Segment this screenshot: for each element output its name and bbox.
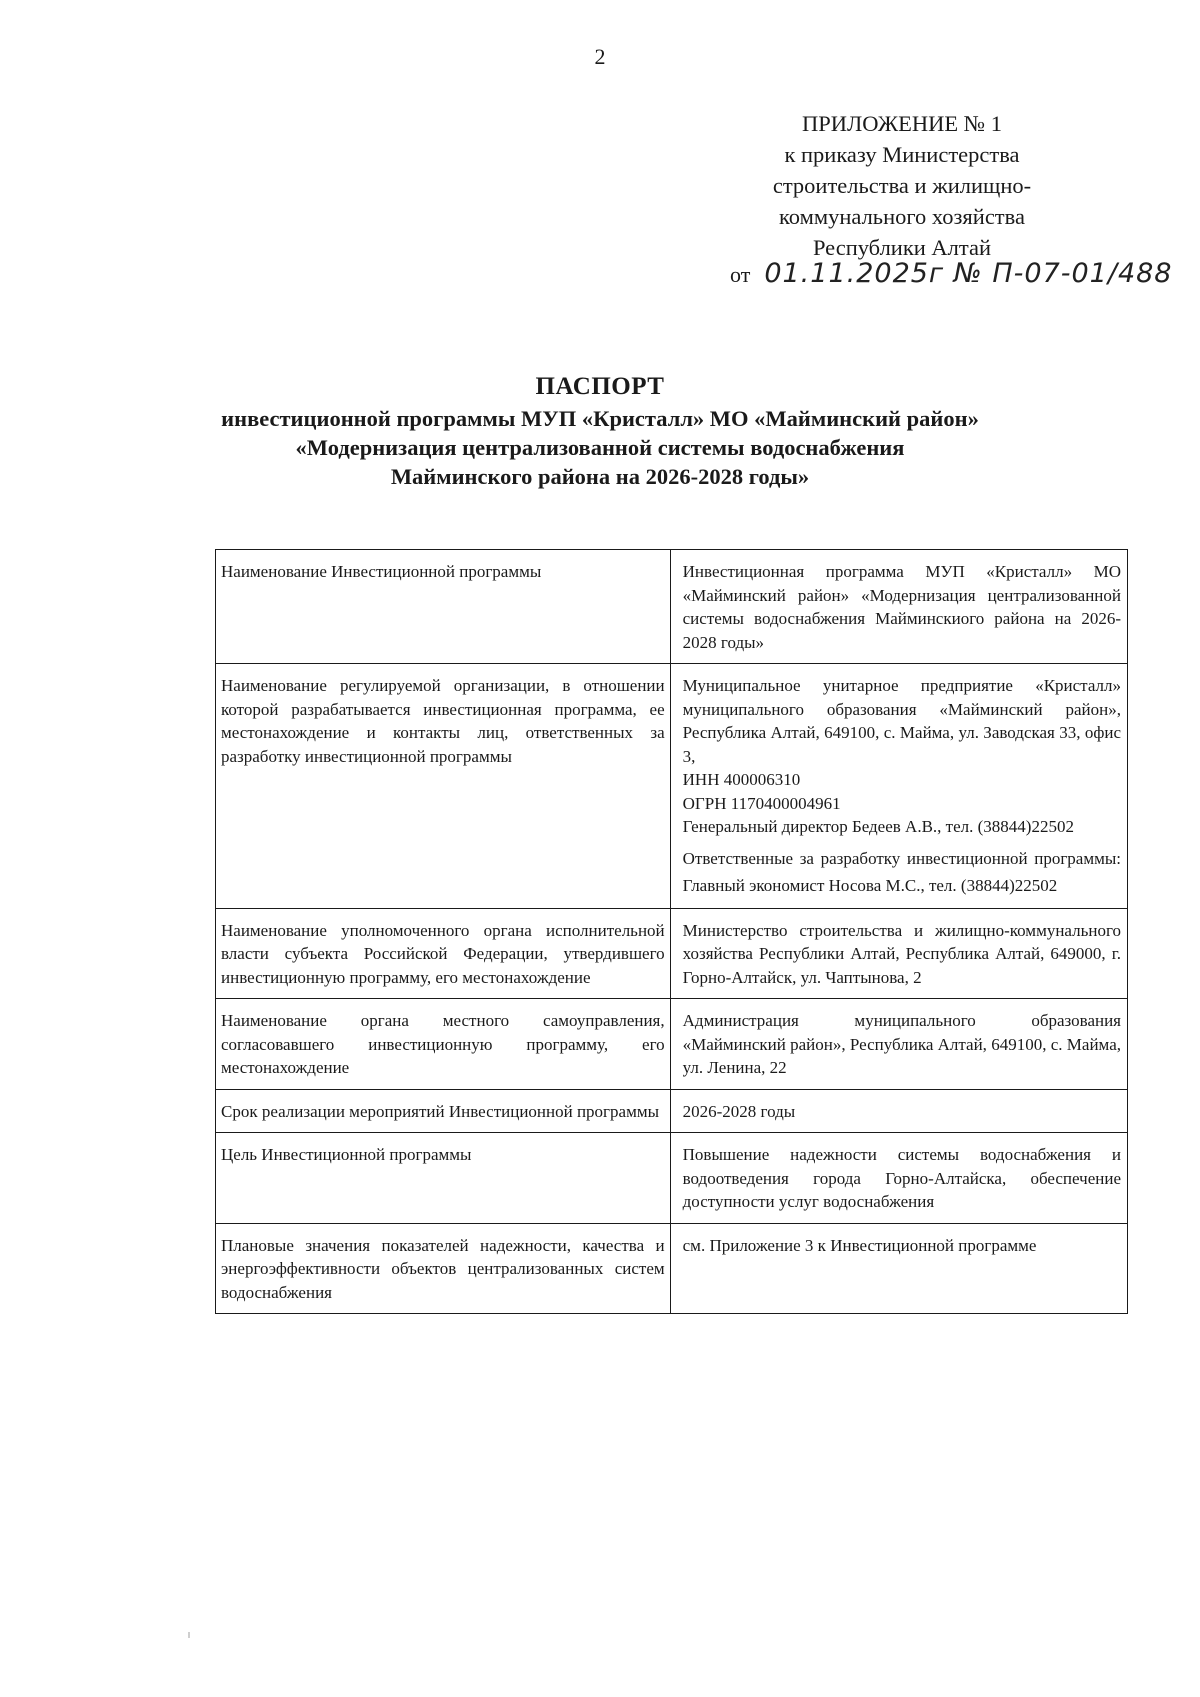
table-row [216,1223,1128,1314]
title-line: инвестиционной программы МУП «Кристалл» МО «Майминский район» [221,406,979,431]
table-row [216,550,1128,664]
row-label: Наименование органа местного самоуправления, согласовавшего инвестиционную программу, его местонахождение [216,999,671,1090]
row-value [670,550,1127,664]
row-label: Наименование Инвестиционной программы [216,550,671,664]
row-label: Цель Инвестиционной программы [216,1133,671,1224]
row-value-text: Муниципальное унитарное предприятие «Кристалл» муниципального образования «Майминский район», Республика Алтай, 649100, с. Майма, ул. Заводская 33, офис 3, [682,676,1121,766]
responsible-persons: Ответственные за разработку инвестиционной программы: Главный экономист Носова М.С., тел. (38844)22502 [682,848,1121,895]
title-main: ПАСПОРТ [535,373,665,400]
row-value-text: Инвестиционная программа МУП «Кристалл» МО «Майминский район» «Модернизация централизованной системы водоснабжения Майминскиого района на 2026-2028 годы» [682,562,1121,652]
row-value-text: 2026-2028 годы [682,1101,796,1121]
row-label: Срок реализации мероприятий Инвестиционной программы [216,1089,671,1133]
row-label: Плановые значения показателей надежности, качества и энергоэффективности объектов централизованных систем водоснабжения [216,1223,671,1314]
row-value-text: ОГРН 1170400004961 [682,793,841,813]
title-line: «Модернизация централизованной системы водоснабжения [295,435,905,460]
row-value [670,664,1127,909]
row-value [670,1089,1127,1133]
row-value-text: Повышение надежности системы водоснабжения и водоотведения города Горно-Алтайска, обеспечение доступности услуг водоснабжения [682,1145,1121,1211]
row-label: Наименование регулируемой организации, в отношении которой разрабатывается инвестиционная программа, ее местонахождение и контакты лиц, ответственных за разработку инвестиционной программы [216,664,671,909]
passport-table [215,549,1128,1314]
row-value [670,908,1127,999]
title-line: Майминского района на 2026-2028 годы» [390,464,810,489]
handwritten-order-number: 01.11.2025г № П-07-01/488 [764,258,1173,289]
table-row [216,1133,1128,1224]
table-row [216,664,1128,909]
row-label: Наименование уполномоченного органа исполнительной власти субъекта Российской Федерации, утвердившего инвестиционную программу, его местонахождение [216,908,671,999]
appendix-title: ПРИЛОЖЕНИЕ № 1 [801,111,1003,136]
order-prefix: от [730,262,751,287]
appendix-line: коммунального хозяйства [779,204,1025,229]
page-number: 2 [594,44,606,69]
table-row [216,1089,1128,1133]
order-date-line [730,258,1173,289]
appendix-line: к приказу Министерства [784,142,1020,167]
table-row [216,999,1128,1090]
row-value-text: см. Приложение 3 к Инвестиционной программе [682,1235,1037,1255]
row-value-text: Министерство строительства и жилищно-коммунального хозяйства Республики Алтай, Республика Алтай, 649000, г. Горно-Алтайск, ул. Чаптынова, 2 [682,920,1121,987]
row-value-text: ИНН 400006310 [682,770,801,789]
scan-artifact [188,1632,190,1638]
table-row [216,908,1128,999]
row-value [670,1223,1127,1314]
row-value-text: Администрация муниципального образования «Майминский район», Республика Алтай, 649100, с. Майма, ул. Ленина, 22 [682,1011,1121,1077]
document-title [100,370,1100,491]
appendix-line: Республики Алтай [812,235,992,260]
row-value [670,1133,1127,1224]
appendix-header [722,108,1082,263]
row-value-text: Генеральный директор Бедеев А.В., тел. (38844)22502 [682,817,1074,836]
row-value [670,999,1127,1090]
appendix-line: строительства и жилищно- [772,173,1032,198]
